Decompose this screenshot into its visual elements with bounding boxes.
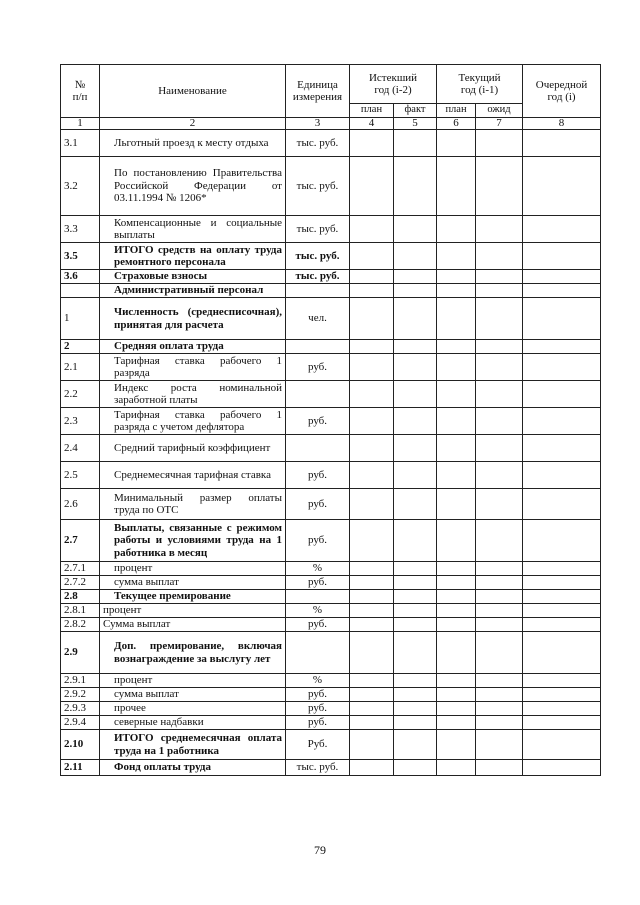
row-number: 2.9.4 (61, 716, 100, 730)
value-cell (350, 702, 394, 716)
value-cell (350, 157, 394, 216)
row-name: Страховые взносы (100, 270, 286, 284)
value-cell (437, 576, 476, 590)
value-cell (394, 760, 437, 776)
table-row (61, 632, 601, 674)
value-cell (523, 354, 601, 381)
row-number: 1 (61, 298, 100, 340)
value-cell (476, 688, 523, 702)
row-name: Индекс роста номинальной заработной платы (100, 381, 286, 408)
row-name: сумма выплат (100, 576, 286, 590)
value-cell (523, 270, 601, 284)
value-cell (476, 130, 523, 157)
value-cell (350, 381, 394, 408)
value-cell (350, 590, 394, 604)
value-cell (437, 760, 476, 776)
value-cell (394, 340, 437, 354)
row-number: 2.10 (61, 730, 100, 760)
value-cell (350, 716, 394, 730)
row-name: Минимальный размер оплаты труда по ОТС (100, 489, 286, 520)
column-index: 7 (476, 118, 523, 130)
table-row (61, 270, 601, 284)
header-next-year: Очередной год (i) (523, 65, 601, 118)
value-cell (476, 340, 523, 354)
value-cell (476, 702, 523, 716)
value-cell (523, 702, 601, 716)
value-cell (394, 730, 437, 760)
row-name: ИТОГО среднемесячная оплата труда на 1 работника (100, 730, 286, 760)
value-cell (476, 270, 523, 284)
value-cell (394, 489, 437, 520)
value-cell (350, 604, 394, 618)
table-row (61, 298, 601, 340)
value-cell (523, 618, 601, 632)
value-cell (476, 760, 523, 776)
header-current-year: Текущий год (i-1) (437, 65, 523, 104)
value-cell (437, 298, 476, 340)
value-cell (394, 157, 437, 216)
value-cell (523, 688, 601, 702)
row-unit: руб. (286, 716, 350, 730)
value-cell (437, 157, 476, 216)
row-name: ИТОГО средств на оплату труда ремонтного персонала (100, 243, 286, 270)
row-unit (286, 284, 350, 298)
header-past-year: Истекший год (i-2) (350, 65, 437, 104)
row-unit: тыс. руб. (286, 243, 350, 270)
value-cell (523, 590, 601, 604)
column-index: 3 (286, 118, 350, 130)
value-cell (476, 632, 523, 674)
row-unit: тыс. руб. (286, 270, 350, 284)
table-row (61, 674, 601, 688)
row-name: процент (100, 562, 286, 576)
value-cell (350, 520, 394, 562)
table-row (61, 618, 601, 632)
row-unit: руб. (286, 462, 350, 489)
row-name: Тарифная ставка рабочего 1 разряда с учетом дефлятора (100, 408, 286, 435)
row-number: 2 (61, 340, 100, 354)
column-index: 1 (61, 118, 100, 130)
value-cell (476, 590, 523, 604)
row-name: Льготный проезд к месту отдыха (100, 130, 286, 157)
value-cell (394, 576, 437, 590)
row-number: 2.9.2 (61, 688, 100, 702)
value-cell (437, 562, 476, 576)
row-unit (286, 590, 350, 604)
row-unit (286, 381, 350, 408)
value-cell (476, 520, 523, 562)
value-cell (437, 730, 476, 760)
row-name: процент (100, 604, 286, 618)
column-index: 6 (437, 118, 476, 130)
budget-table-sheet (60, 64, 600, 776)
value-cell (350, 216, 394, 243)
value-cell (437, 340, 476, 354)
column-index: 5 (394, 118, 437, 130)
table-row (61, 520, 601, 562)
row-unit: % (286, 604, 350, 618)
header-name: Наименование (100, 65, 286, 118)
row-name: Сумма выплат (100, 618, 286, 632)
value-cell (523, 716, 601, 730)
value-cell (476, 381, 523, 408)
row-unit: руб. (286, 520, 350, 562)
value-cell (394, 216, 437, 243)
table-row (61, 381, 601, 408)
row-number: 2.7 (61, 520, 100, 562)
row-unit: руб. (286, 618, 350, 632)
value-cell (437, 284, 476, 298)
row-number: 2.6 (61, 489, 100, 520)
row-unit (286, 340, 350, 354)
header-fact: факт (394, 104, 437, 118)
row-unit: тыс. руб. (286, 216, 350, 243)
table-row (61, 604, 601, 618)
table-row (61, 576, 601, 590)
value-cell (394, 702, 437, 716)
row-number: 2.7.2 (61, 576, 100, 590)
row-name: Средняя оплата труда (100, 340, 286, 354)
row-unit: руб. (286, 688, 350, 702)
value-cell (350, 340, 394, 354)
value-cell (350, 284, 394, 298)
value-cell (394, 130, 437, 157)
value-cell (523, 298, 601, 340)
table-row (61, 489, 601, 520)
value-cell (350, 674, 394, 688)
value-cell (523, 243, 601, 270)
value-cell (523, 562, 601, 576)
value-cell (350, 760, 394, 776)
table-row (61, 157, 601, 216)
value-cell (437, 716, 476, 730)
row-unit: руб. (286, 354, 350, 381)
value-cell (394, 562, 437, 576)
row-name: Фонд оплаты труда (100, 760, 286, 776)
value-cell (437, 462, 476, 489)
table-row (61, 462, 601, 489)
row-name: Административный персонал (100, 284, 286, 298)
row-number: 3.5 (61, 243, 100, 270)
value-cell (476, 354, 523, 381)
value-cell (476, 462, 523, 489)
value-cell (476, 674, 523, 688)
value-cell (476, 489, 523, 520)
value-cell (394, 270, 437, 284)
value-cell (350, 270, 394, 284)
row-name: Тарифная ставка рабочего 1 разряда (100, 354, 286, 381)
row-unit: тыс. руб. (286, 760, 350, 776)
page-number: 79 (314, 843, 326, 857)
value-cell (523, 284, 601, 298)
value-cell (350, 462, 394, 489)
value-cell (394, 674, 437, 688)
table-row (61, 760, 601, 776)
row-name: Численность (среднесписочная), принятая для расчета (100, 298, 286, 340)
value-cell (437, 270, 476, 284)
value-cell (523, 520, 601, 562)
value-cell (523, 340, 601, 354)
value-cell (437, 243, 476, 270)
value-cell (350, 130, 394, 157)
value-cell (350, 489, 394, 520)
value-cell (523, 216, 601, 243)
value-cell (523, 730, 601, 760)
value-cell (350, 618, 394, 632)
value-cell (394, 716, 437, 730)
row-number: 2.8 (61, 590, 100, 604)
header-unit: Единица измерения (286, 65, 350, 118)
row-number: 2.8.1 (61, 604, 100, 618)
value-cell (523, 381, 601, 408)
row-name: Выплаты, связанные с режимом работы и условиями труда на 1 работника в месяц (100, 520, 286, 562)
table-row (61, 688, 601, 702)
value-cell (437, 604, 476, 618)
row-name: процент (100, 674, 286, 688)
value-cell (350, 632, 394, 674)
value-cell (437, 674, 476, 688)
row-unit: % (286, 562, 350, 576)
row-number: 3.3 (61, 216, 100, 243)
value-cell (476, 284, 523, 298)
row-name: Компенсационные и социальные выплаты (100, 216, 286, 243)
value-cell (350, 435, 394, 462)
value-cell (350, 562, 394, 576)
row-number: 2.3 (61, 408, 100, 435)
table-row (61, 730, 601, 760)
value-cell (394, 604, 437, 618)
value-cell (394, 462, 437, 489)
row-name: Доп. премирование, включая вознаграждение за выслугу лет (100, 632, 286, 674)
value-cell (437, 520, 476, 562)
value-cell (437, 381, 476, 408)
value-cell (476, 435, 523, 462)
row-name: сумма выплат (100, 688, 286, 702)
row-number: 3.1 (61, 130, 100, 157)
value-cell (394, 408, 437, 435)
value-cell (437, 632, 476, 674)
row-number: 2.1 (61, 354, 100, 381)
value-cell (437, 688, 476, 702)
row-unit: тыс. руб. (286, 130, 350, 157)
header-plan-current: план (437, 104, 476, 118)
row-number: 2.11 (61, 760, 100, 776)
value-cell (394, 435, 437, 462)
column-index: 4 (350, 118, 394, 130)
row-unit: чел. (286, 298, 350, 340)
value-cell (437, 408, 476, 435)
value-cell (350, 243, 394, 270)
header-num: № п/п (61, 65, 100, 118)
row-name: Текущее премирование (100, 590, 286, 604)
value-cell (394, 354, 437, 381)
value-cell (523, 604, 601, 618)
row-number: 2.2 (61, 381, 100, 408)
value-cell (394, 520, 437, 562)
table-row (61, 716, 601, 730)
value-cell (437, 130, 476, 157)
column-index: 2 (100, 118, 286, 130)
value-cell (350, 730, 394, 760)
row-number: 2.9.1 (61, 674, 100, 688)
value-cell (437, 702, 476, 716)
row-unit: руб. (286, 489, 350, 520)
value-cell (523, 632, 601, 674)
row-unit: % (286, 674, 350, 688)
row-number: 2.7.1 (61, 562, 100, 576)
value-cell (394, 243, 437, 270)
value-cell (523, 760, 601, 776)
table-row (61, 408, 601, 435)
table-row (61, 340, 601, 354)
row-number: 2.8.2 (61, 618, 100, 632)
value-cell (523, 462, 601, 489)
value-cell (394, 590, 437, 604)
value-cell (523, 130, 601, 157)
row-number: 3.6 (61, 270, 100, 284)
value-cell (350, 354, 394, 381)
header-expected: ожид (476, 104, 523, 118)
table-row (61, 130, 601, 157)
value-cell (523, 489, 601, 520)
table-row (61, 284, 601, 298)
value-cell (394, 381, 437, 408)
row-unit: Руб. (286, 730, 350, 760)
value-cell (437, 354, 476, 381)
value-cell (476, 298, 523, 340)
row-unit (286, 632, 350, 674)
value-cell (476, 157, 523, 216)
value-cell (523, 408, 601, 435)
value-cell (437, 489, 476, 520)
value-cell (394, 632, 437, 674)
row-number: 2.4 (61, 435, 100, 462)
value-cell (476, 408, 523, 435)
labor-cost-table (60, 64, 601, 776)
value-cell (394, 298, 437, 340)
value-cell (476, 730, 523, 760)
row-unit: руб. (286, 702, 350, 716)
value-cell (523, 674, 601, 688)
value-cell (350, 688, 394, 702)
row-name: Средний тарифный коэффициент (100, 435, 286, 462)
table-row (61, 354, 601, 381)
value-cell (437, 216, 476, 243)
value-cell (350, 298, 394, 340)
row-unit: тыс. руб. (286, 157, 350, 216)
value-cell (476, 576, 523, 590)
row-number: 2.9 (61, 632, 100, 674)
table-row (61, 702, 601, 716)
value-cell (523, 157, 601, 216)
value-cell (476, 618, 523, 632)
row-unit: руб. (286, 408, 350, 435)
table-row (61, 435, 601, 462)
column-index-row (61, 118, 601, 130)
row-name: Среднемесячная тарифная ставка (100, 462, 286, 489)
value-cell (476, 562, 523, 576)
value-cell (350, 576, 394, 590)
table-row (61, 243, 601, 270)
header-plan-past: план (350, 104, 394, 118)
value-cell (523, 435, 601, 462)
row-name: По постановлению Правительства Российской Федерации от 03.11.1994 № 1206* (100, 157, 286, 216)
value-cell (523, 576, 601, 590)
column-index: 8 (523, 118, 601, 130)
row-number: 2.9.3 (61, 702, 100, 716)
table-row (61, 562, 601, 576)
value-cell (394, 688, 437, 702)
value-cell (437, 435, 476, 462)
table-row (61, 590, 601, 604)
value-cell (476, 216, 523, 243)
row-number (61, 284, 100, 298)
value-cell (350, 408, 394, 435)
value-cell (394, 284, 437, 298)
value-cell (437, 590, 476, 604)
value-cell (437, 618, 476, 632)
value-cell (476, 604, 523, 618)
row-unit (286, 435, 350, 462)
row-unit: руб. (286, 576, 350, 590)
row-name: северные надбавки (100, 716, 286, 730)
value-cell (476, 716, 523, 730)
row-number: 3.2 (61, 157, 100, 216)
value-cell (394, 618, 437, 632)
row-number: 2.5 (61, 462, 100, 489)
value-cell (476, 243, 523, 270)
row-name: прочее (100, 702, 286, 716)
table-row (61, 216, 601, 243)
